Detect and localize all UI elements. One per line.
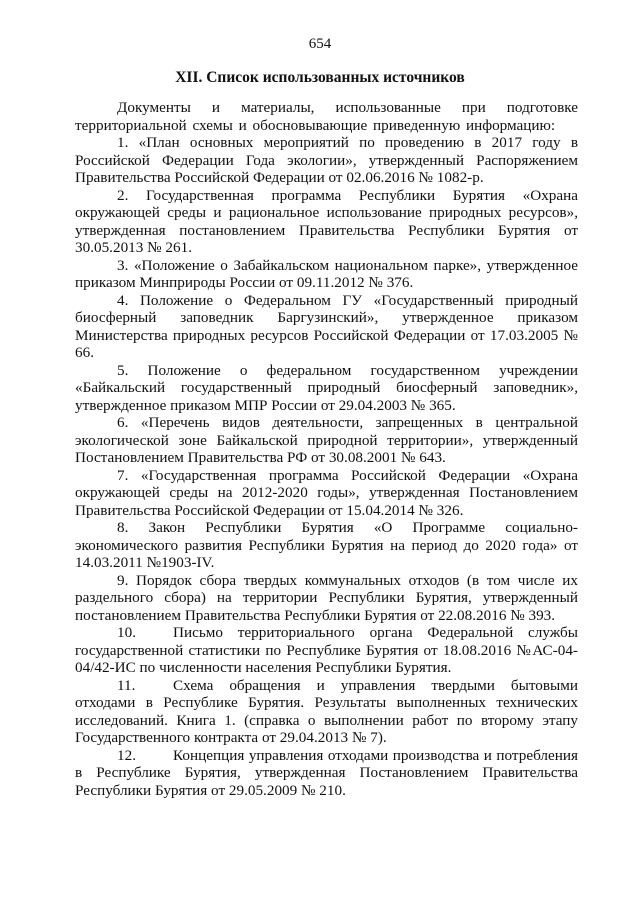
page-number: 654	[308, 36, 332, 52]
source-item-9	[75, 572, 578, 625]
source-text: Концепция управления отходами производства и потребления в Республике Бурятия, утвержденная Постановлением Правительства Республики Бурятия от 29.05.2009 № 210.	[75, 746, 578, 799]
source-item-11	[75, 677, 578, 747]
source-item-6	[75, 414, 578, 467]
source-number: 6.	[117, 414, 129, 431]
source-text: «План основных мероприятий по проведению в 2017 году в Российской Федерации Года экологии», утвержденный Распоряжением Правительства Российской Федерации от 02.06.2016 № 1082-р.	[75, 134, 578, 186]
source-text: Государственная программа Республики Бурятия «Охрана окружающей среды и рациональное использование природных ресурсов», утвержденная постановлением Правительства Республики Бурятия от 30.05.2013 № 261.	[75, 186, 579, 256]
source-number: 5.	[117, 361, 129, 379]
source-item-8	[75, 519, 578, 572]
source-item-12	[75, 747, 578, 800]
source-number: 4.	[117, 291, 129, 309]
source-text: Положение о федеральном государственном учреждении «Байкальский государственный природный биосферный заповедник», утвержденное приказом МПР России от 29.04.2003 № 365.	[75, 361, 578, 414]
source-item-3	[75, 257, 578, 292]
source-text: Порядок сбора твердых коммунальных отходов (в том числе их раздельного сбора) на территории Республики Бурятия, утвержденный постановлением Правительства Республики Бурятия от 22.08.2016 № 393.	[75, 571, 578, 624]
source-list	[75, 99, 578, 799]
source-text: «Государственная программа Российской Федерации «Охрана окружающей среды на 2012-2020 годы», утвержденная Постановлением Правительства Российской Федерации от 15.04.2014 № 326.	[75, 466, 578, 519]
source-item-10	[75, 624, 578, 677]
source-item-2	[75, 187, 578, 257]
source-number: 11.	[117, 676, 136, 694]
intro-paragraph: Документы и материалы, использованные при подготовке территориальной схемы и обосновывающие приведенную информацию:	[75, 99, 578, 134]
source-number: 12.	[117, 746, 136, 764]
source-number: 8.	[117, 519, 129, 536]
source-text: Письмо территориального органа Федеральной службы государственной статистики по Республике Бурятия от 18.08.2016 №АС-04-04/42-ИС по численности населения Республики Бурятия.	[75, 624, 578, 676]
source-number: 3.	[117, 256, 129, 274]
source-number: 9.	[117, 571, 129, 589]
source-text: Положение о Федеральном ГУ «Государственный природный биосферный заповедник Баргузинский», утвержденное приказом Министерства природных ресурсов Российской Федерации от 17.03.2005 № 66.	[75, 291, 578, 361]
section-heading: XII. Список использованных источников	[175, 69, 465, 86]
source-text: «Перечень видов деятельности, запрещенных в центральной экологической зоне Байкальской природной территории», утвержденный Постановлением Правительства РФ от 30.08.2001 № 643.	[75, 414, 578, 466]
source-item-7	[75, 467, 578, 520]
source-number: 7.	[117, 466, 129, 484]
source-text: «Положение о Забайкальском национальном парке», утвержденное приказом Минприроды России от 09.11.2012 № 376.	[75, 256, 579, 291]
source-number: 2.	[117, 186, 129, 204]
source-text: Схема обращения и управления твердыми бытовыми отходами в Республике Бурятия. Результаты выполненных технических исследований. Книга 1. (справка о выполнении работ по второму этапу Государственного контракта от 29.04.2013 № 7).	[75, 676, 578, 746]
source-item-1	[75, 134, 578, 187]
source-item-5	[75, 362, 578, 415]
source-item-4	[75, 292, 578, 362]
source-number: 10.	[117, 624, 136, 641]
source-text: Закон Республики Бурятия «О Программе социально-экономического развития Республики Бурятия на период до 2020 года» от 14.03.2011 №1903-IV.	[75, 519, 578, 571]
source-number: 1.	[117, 134, 129, 151]
